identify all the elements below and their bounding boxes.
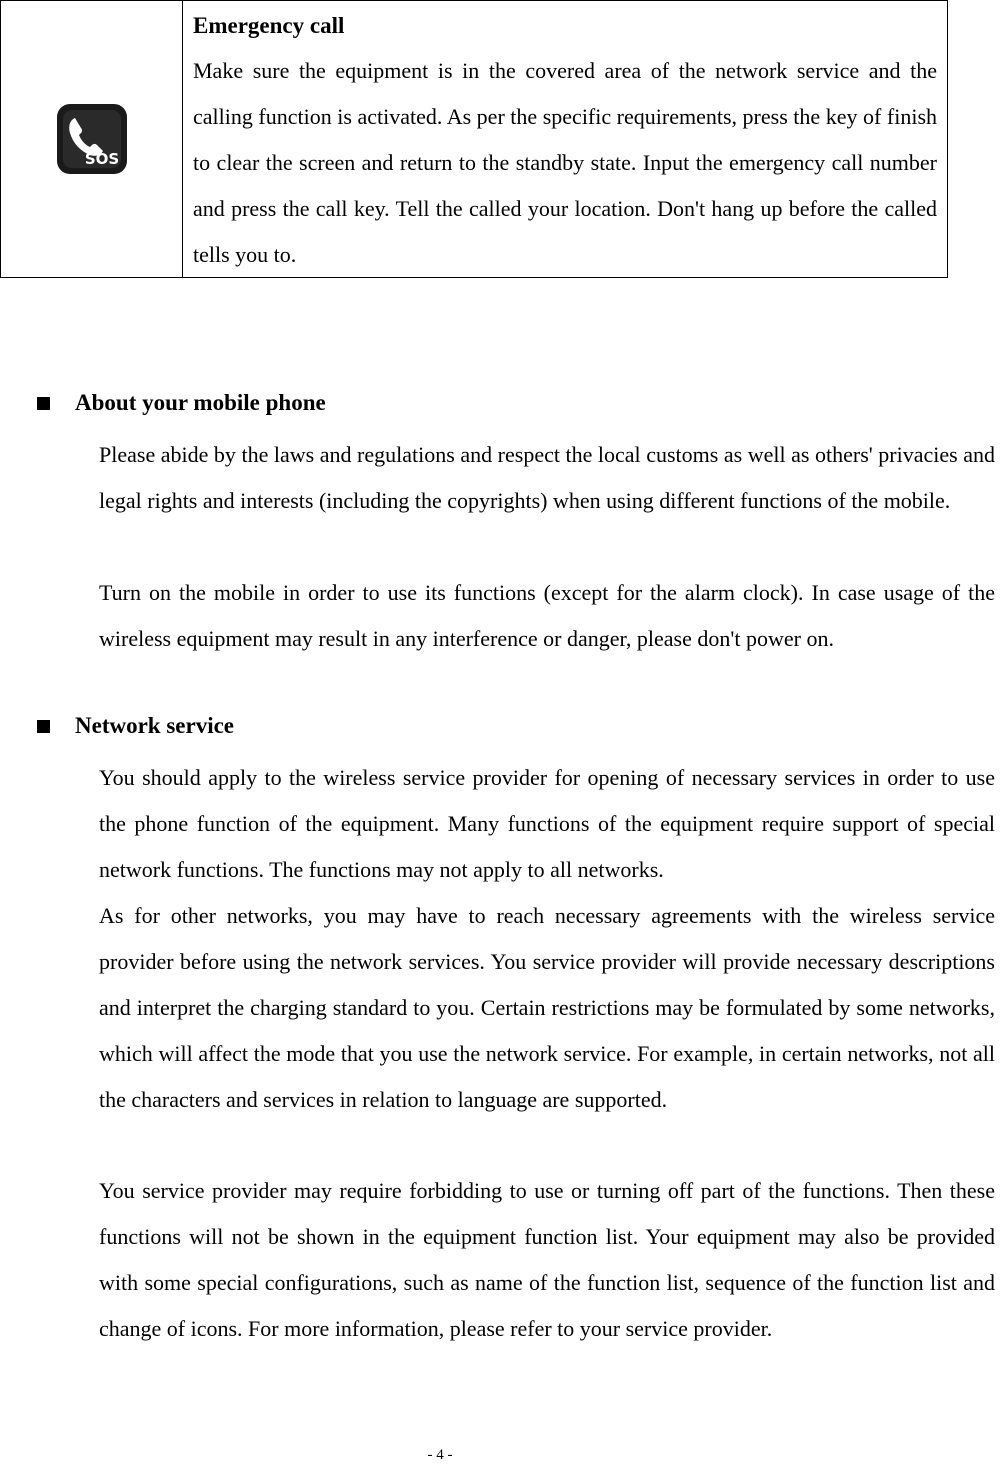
paragraph: You should apply to the wireless service provider for opening of necessary services in order to use the phone function of the equipment. Many functions of the equipment require support of special network functions. The functions may not apply to all networks. [99, 765, 995, 882]
emergency-body: Make sure the equipment is in the covered area of the network service and the calling function is activated. As per the specific requirements, press the key of finish to clear the screen and return to the standby state. Input the emergency call number and press the call key. Tell the called your location. Don't hang up before the called tells you to. [193, 58, 937, 267]
emergency-text-cell [183, 1, 947, 277]
svg-text:SOS: SOS [84, 150, 119, 168]
section-heading-network-service [37, 711, 234, 741]
icon-cell [1, 1, 183, 277]
paragraph: Turn on the mobile in order to use its functions (except for the alarm clock). In case usage of the wireless equipment may result in any interference or danger, please don't power on. [99, 580, 995, 651]
section-heading-label: About your mobile phone [75, 390, 326, 415]
square-bullet-icon [37, 720, 50, 733]
paragraph: As for other networks, you may have to reach necessary agreements with the wireless service provider before using the network services. You service provider will provide necessary descriptions and interpret the charging standard to you. Certain restrictions may be formulated by some networks, which will affect the mode that you use the network service. For example, in certain networks, not all the characters and services in relation to language are supported. [99, 903, 995, 1112]
emergency-call-table [0, 0, 948, 278]
paragraph: You service provider may require forbidding to use or turning off part of the functions. Then these functions will not be shown in the equipment function list. Your equipment may also be provided with some special configurations, such as name of the function list, sequence of the function list and change of icons. For more information, please refer to your service provider. [99, 1178, 995, 1341]
paragraph: Please abide by the laws and regulations and respect the local customs as well as others' privacies and legal rights and interests (including the copyrights) when using different functions of the mobile. [99, 442, 995, 513]
square-bullet-icon [37, 397, 50, 410]
emergency-title: Emergency call [193, 13, 345, 38]
phone-sos-icon [55, 102, 129, 176]
page-number: - 4 - [427, 1447, 453, 1463]
section-heading-label: Network service [75, 713, 235, 738]
section-heading-about-phone [37, 388, 326, 418]
